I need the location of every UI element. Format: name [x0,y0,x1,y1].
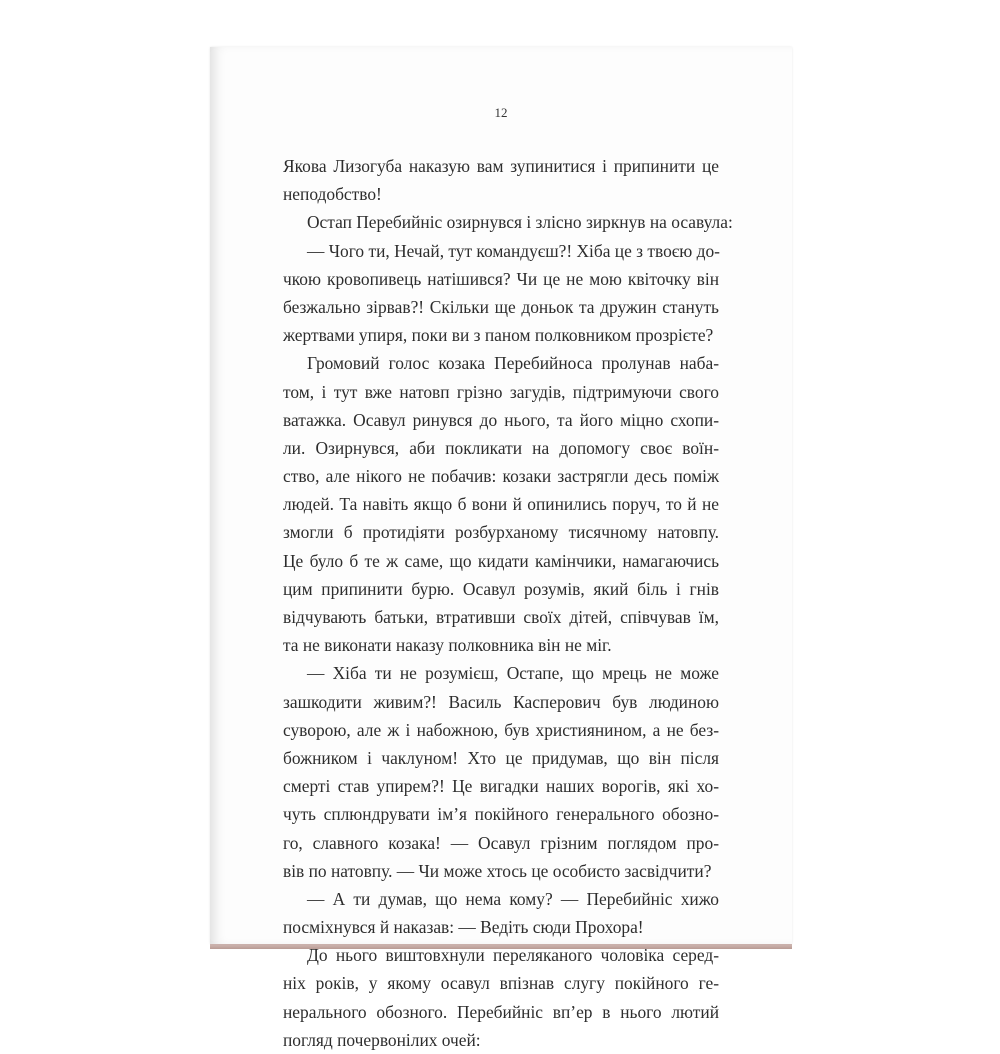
text-line: зашкодити живим?! Василь Касперович був людиною [283,691,719,712]
text-line: Остап Перебийніс озирнувся і злісно зиркнув на осавула: [307,212,733,233]
text-line: ватажка. Осавул ринувся до нього, та його міцно схопи- [283,409,719,430]
book-page [210,47,792,1050]
text-line: відчувають батьки, втративши своїх дітей, співчував їм, [283,607,719,627]
text-line: суворою, але ж і набожною, був християнином, а не без- [283,719,719,740]
text-line: погляд почервонілих очей: [283,1029,481,1050]
text-line: ли. Озирнувся, аби покликати на допомогу своє воїн- [283,437,719,458]
text-line: нерального обозного. Перебийніс вп’ер в нього лютий [283,1001,719,1022]
text-line: — Хіба ти не розумієш, Остапе, що мрець не може [307,663,719,684]
text-line: жертвами упиря, поки ви з паном полковником прозрієте? [283,325,714,346]
text-line: — Чого ти, Нечай, тут командуєш?! Хіба це з твоєю до- [307,240,720,261]
text-line: смерті став упирем?! Це вигадки наших ворогів, які хо- [283,776,719,797]
text-line: змогли б протидіяти розбурханому тисячному натовпу. [283,522,719,543]
text-line: вів по натовпу. — Чи може хтось це особисто засвідчити? [283,860,712,881]
text-line: та не виконати наказу полковника він не міг. [283,635,612,656]
text-line: божником і чаклуном! Хто це придумав, що він після [283,747,719,768]
text-line: ство, але нікого не побачив: козаки застрягли десь поміж [283,466,719,487]
page-number: 12 [494,105,508,120]
text-line: посміхнувся й наказав: — Ведіть сюди Прохора! [283,917,644,938]
text-line: людей. Та навіть якщо б вони й опинились поруч, то й не [283,494,719,515]
text-line: безжально зірвав?! Скільки ще доньок та дружин стануть [283,296,719,317]
text-line: цим припинити бурю. Осавул розумів, який біль і гнів [283,578,719,599]
text-line: Це було б те ж саме, що кидати камінчики, намагаючись [283,550,719,571]
text-line: го, славного козака! — Осавул грізним поглядом про- [283,832,719,853]
page-text [283,152,733,1054]
text-line: ніх років, у якому осавул впізнав слугу покійного ге- [283,973,719,994]
text-line: чкою кровопивець натішився? Чи це не мою квіточку він [283,268,719,289]
text-line: том, і тут вже натовп грізно загудів, підтримуючи свого [283,381,719,402]
text-line: До нього виштовхнули переляканого чоловіка серед- [307,945,719,966]
text-line: Якова Лизогуба наказую вам зупинитися і припинити це [283,156,719,176]
text-line: Громовий голос козака Перебийноса пролунав наба- [307,353,719,374]
text-line: неподобство! [283,184,382,205]
text-line: — А ти думав, що нема кому? — Перебийніс хижо [307,888,719,909]
text-line: чуть сплюндрувати ім’я покійного генерального обозно- [283,804,719,825]
